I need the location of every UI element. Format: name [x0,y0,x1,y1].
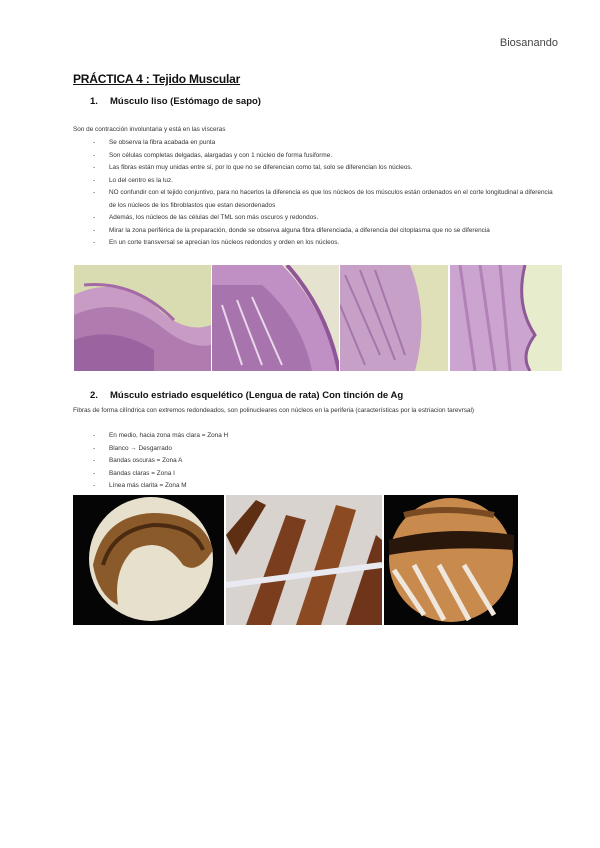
brand-name: Biosanando [499,37,558,49]
list-item: - Las fibras están muy unidas entre sí, por lo que no se diferencian como tal, solo se diferencian los núcleos. [73,162,553,175]
section-1-intro: Son de contracción involuntaria y está en las vísceras [73,126,226,133]
micrograph-skeletal-muscle-1 [73,495,224,625]
list-item: - En un corte transversal se aprecian los núcleos redondos y orden en los núcleos. [73,237,553,250]
list-item: - Bandas oscuras = Zona A [73,455,553,468]
section-1-heading [90,96,261,107]
section-1-number: 1. [90,96,98,107]
list-item: - Son células completas delgadas, alargadas y con 1 núcleo de forma fusiforme. [73,150,553,163]
section-2-number: 2. [90,390,98,401]
section-1-bullets [73,137,553,250]
micrograph-skeletal-muscle-2 [226,495,382,625]
list-item: - Blanco → Desgarrado [73,443,553,456]
list-item: - Mirar la zona periférica de la preparación, donde se observa alguna fibra diferenciada, a diferencia del citoplasma que no se diferencia [73,225,553,238]
micrograph-smooth-muscle-1 [74,265,211,371]
page-title: PRÁCTICA 4 : Tejido Muscular [73,72,241,86]
list-item: - En medio, hacia zona más clara = Zona H [73,430,553,443]
list-item: - Línea más clarita = Zona M [73,480,553,493]
section-2-intro: Fibras de forma cilíndrica con extremos redondeados, son polinucleares con núcleos en la periferia (características por la estriacion tarevrsal) [73,407,475,414]
list-item: - Bandas claras = Zona I [73,468,553,481]
section-2-bullets [73,430,553,493]
list-item: - Además, los núcleos de las células del TML son más oscuros y redondos. [73,212,553,225]
micrograph-smooth-muscle-3 [340,265,448,371]
micrograph-skeletal-muscle-3 [384,495,518,625]
list-item: - NO confundir con el tejido conjuntivo, para no hacerlos la diferencia es que los núcleos de los músculos están ordenados en el corte longitudinal a diferencia de los núcleos de los fibroblastos que estan desordenados [73,187,553,212]
list-item: - Se observa la fibra acabada en punta [73,137,553,150]
section-2-title: Músculo estriado esquelético (Lengua de rata) Con tinción de Ag [110,390,404,401]
section-1-title: Músculo liso (Estómago de sapo) [110,96,261,107]
list-item: - Lo del centro es la luz. [73,175,553,188]
micrograph-smooth-muscle-4 [450,265,562,371]
section-2-heading [90,390,403,401]
micrograph-smooth-muscle-2 [212,265,339,371]
